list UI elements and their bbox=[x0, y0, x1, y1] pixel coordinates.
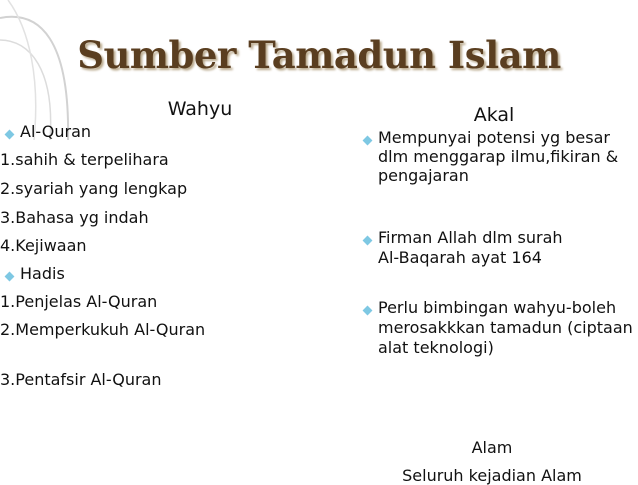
list-item: Firman Allah dlm surah Al-Baqarah ayat 164 bbox=[352, 228, 636, 268]
right-footer-text: Seluruh kejadian Alam bbox=[402, 466, 582, 485]
list-item: 2.syariah yang lengkap bbox=[0, 179, 188, 198]
list-item: Mempunyai potensi yg besar dlm menggarap ilmu,fikiran & pengajaran bbox=[352, 128, 636, 185]
list-item: Perlu bimbingan wahyu-boleh merosakkkan tamadun (ciptaan alat teknologi) bbox=[352, 298, 636, 358]
bullet-icon bbox=[363, 236, 373, 246]
left-heading: Wahyu bbox=[167, 98, 233, 120]
bullet-icon bbox=[5, 272, 15, 282]
list-item: 3.Bahasa yg indah bbox=[0, 208, 149, 227]
bullet-icon bbox=[363, 306, 373, 316]
right-heading: Akal bbox=[473, 104, 515, 126]
list-item: 3.Pentafsir Al-Quran bbox=[0, 370, 162, 389]
bullet-icon bbox=[363, 136, 373, 146]
list-item: 4.Kejiwaan bbox=[0, 236, 87, 255]
list-item: 1.sahih & terpelihara bbox=[0, 150, 169, 169]
slide-title: Sumber Tamadun Islam bbox=[77, 33, 561, 77]
list-item: 2.Memperkukuh Al-Quran bbox=[0, 320, 206, 339]
list-item: 1.Penjelas Al-Quran bbox=[0, 292, 158, 311]
right-heading-2: Alam bbox=[471, 438, 513, 457]
